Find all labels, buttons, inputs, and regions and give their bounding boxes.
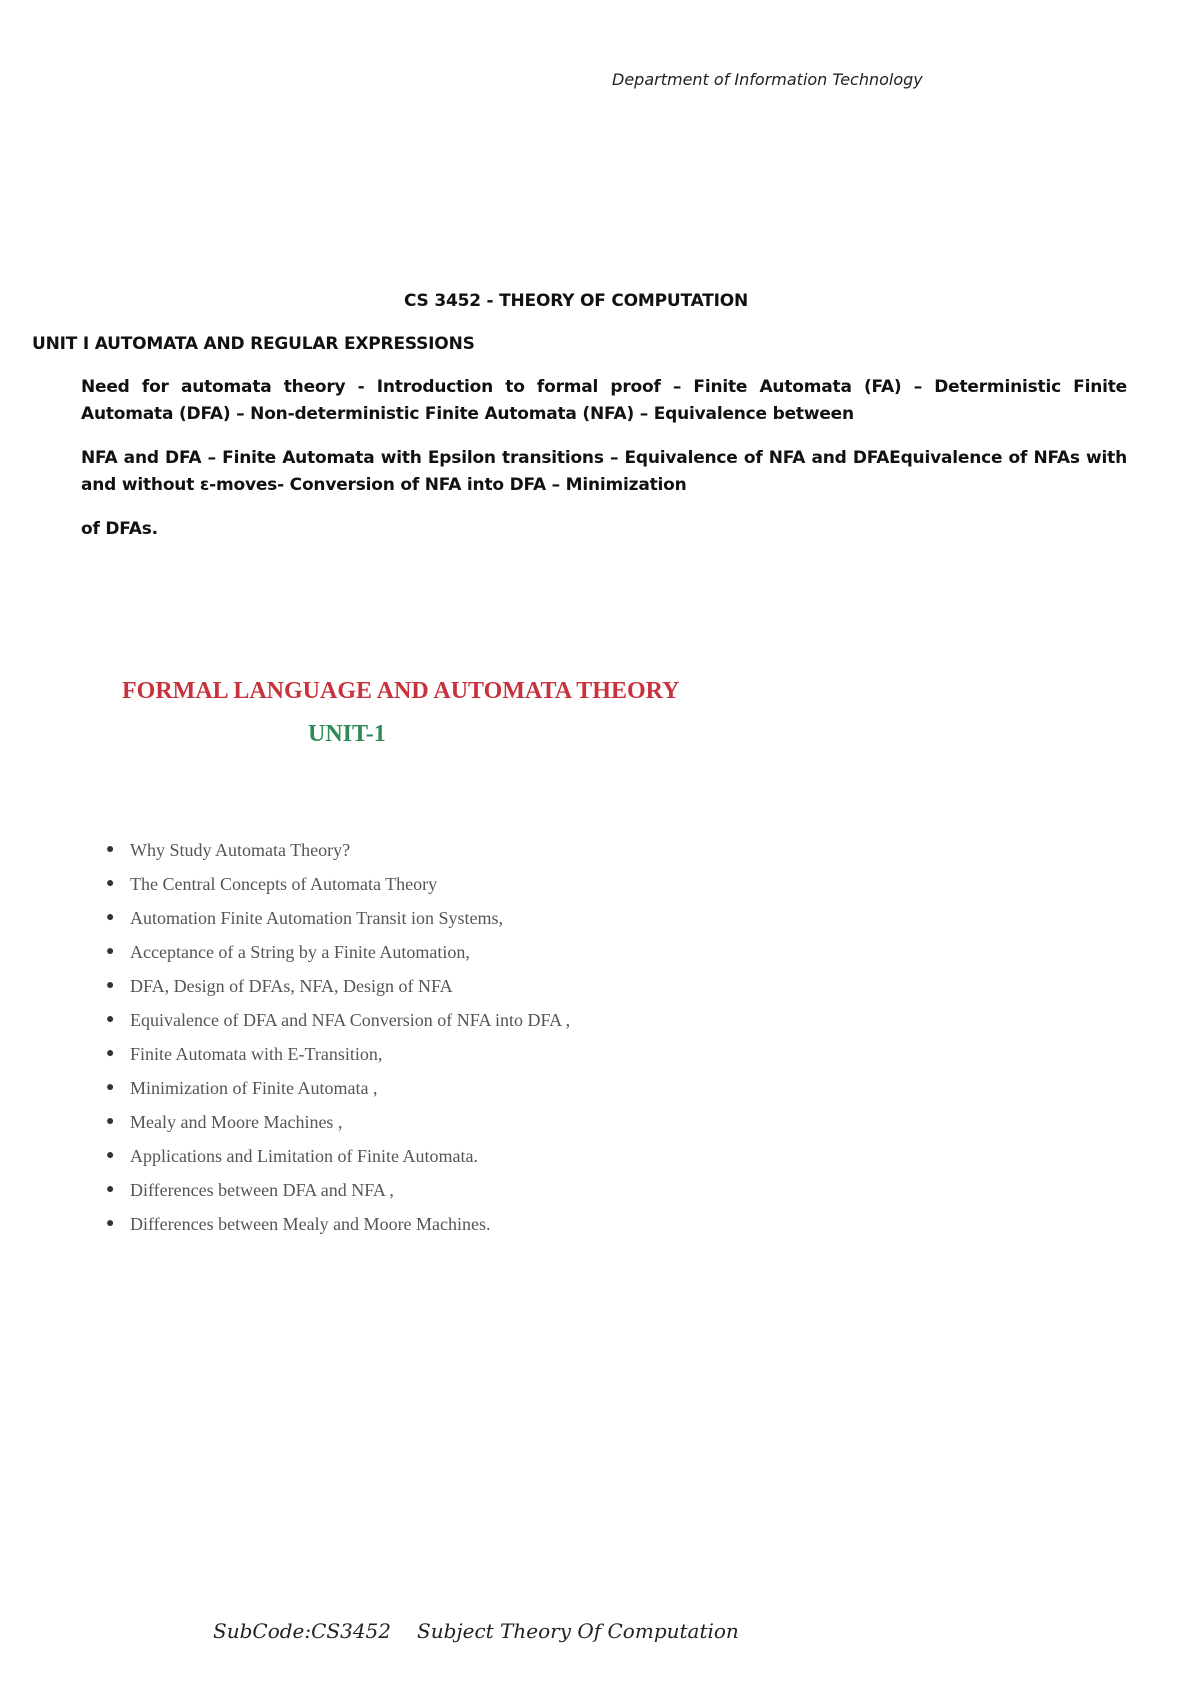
topic-item xyxy=(100,833,570,867)
page-footer xyxy=(213,1619,739,1643)
course-title: CS 3452 - THEORY OF COMPUTATION xyxy=(403,291,749,311)
topic-item xyxy=(100,1003,570,1037)
bullet-icon: ● xyxy=(106,1080,115,1095)
topic-item xyxy=(100,1037,570,1071)
footer-subject: Subject Theory Of Computation xyxy=(417,1619,739,1643)
topic-text: Mealy and Moore Machines , xyxy=(130,1112,343,1132)
topic-item xyxy=(100,1139,570,1173)
topic-item xyxy=(100,1105,570,1139)
topic-item xyxy=(100,1207,570,1241)
topic-list xyxy=(100,833,570,1241)
topic-text: Equivalence of DFA and NFA Conversion of NFA into DFA , xyxy=(130,1010,571,1030)
topic-text: Minimization of Finite Automata , xyxy=(130,1078,378,1098)
bullet-icon: ● xyxy=(106,944,115,959)
bullet-icon: ● xyxy=(106,1182,115,1197)
topic-text: Finite Automata with E-Transition, xyxy=(130,1044,383,1064)
unit-overview-figure xyxy=(100,678,720,1238)
syllabus-text: of DFAs. xyxy=(81,519,158,539)
syllabus-text: Need for automata theory - Introduction to formal proof – Finite Automata (FA) – Deterministic Finite Automata (DFA) – Non-deterministic Finite Automata (NFA) – Equivalence between xyxy=(81,377,1127,424)
syllabus-paragraph-1 xyxy=(81,374,1127,428)
topic-item xyxy=(100,867,570,901)
topic-item xyxy=(100,1071,570,1105)
bullet-icon: ● xyxy=(106,1046,115,1061)
figure-title: FORMAL LANGUAGE AND AUTOMATA THEORY xyxy=(122,678,680,704)
bullet-icon: ● xyxy=(106,1148,115,1163)
topic-text: The Central Concepts of Automata Theory xyxy=(130,874,438,894)
syllabus-paragraph-2 xyxy=(81,445,1127,499)
topic-text: Acceptance of a String by a Finite Automation, xyxy=(130,942,470,962)
bullet-icon: ● xyxy=(106,1012,115,1027)
footer-subcode: SubCode:CS3452 xyxy=(213,1619,392,1643)
bullet-icon: ● xyxy=(106,1216,115,1231)
bullet-icon: ● xyxy=(106,910,115,925)
topic-item xyxy=(100,901,570,935)
topic-item xyxy=(100,969,570,1003)
syllabus-paragraph-3 xyxy=(81,516,1127,543)
page-header-department: Department of Information Technology xyxy=(612,70,923,89)
bullet-icon: ● xyxy=(106,1114,115,1129)
topic-item xyxy=(100,935,570,969)
topic-text: Applications and Limitation of Finite Automata. xyxy=(130,1146,478,1166)
topic-text: Differences between DFA and NFA , xyxy=(130,1180,394,1200)
topic-text: Automation Finite Automation Transit ion Systems, xyxy=(130,908,504,928)
figure-unit-label: UNIT-1 xyxy=(308,721,386,747)
bullet-icon: ● xyxy=(106,842,115,857)
topic-item xyxy=(100,1173,570,1207)
unit-heading: UNIT I AUTOMATA AND REGULAR EXPRESSIONS xyxy=(32,334,475,354)
syllabus-text: NFA and DFA – Finite Automata with Epsilon transitions – Equivalence of NFA and DFAEquivalence of NFAs with and without ε-moves- Conversion of NFA into DFA – Minimization xyxy=(81,448,1127,495)
bullet-icon: ● xyxy=(106,876,115,891)
bullet-icon: ● xyxy=(106,978,115,993)
topic-text: DFA, Design of DFAs, NFA, Design of NFA xyxy=(130,976,453,996)
topic-text: Differences between Mealy and Moore Machines. xyxy=(130,1214,491,1234)
topic-text: Why Study Automata Theory? xyxy=(130,840,351,860)
